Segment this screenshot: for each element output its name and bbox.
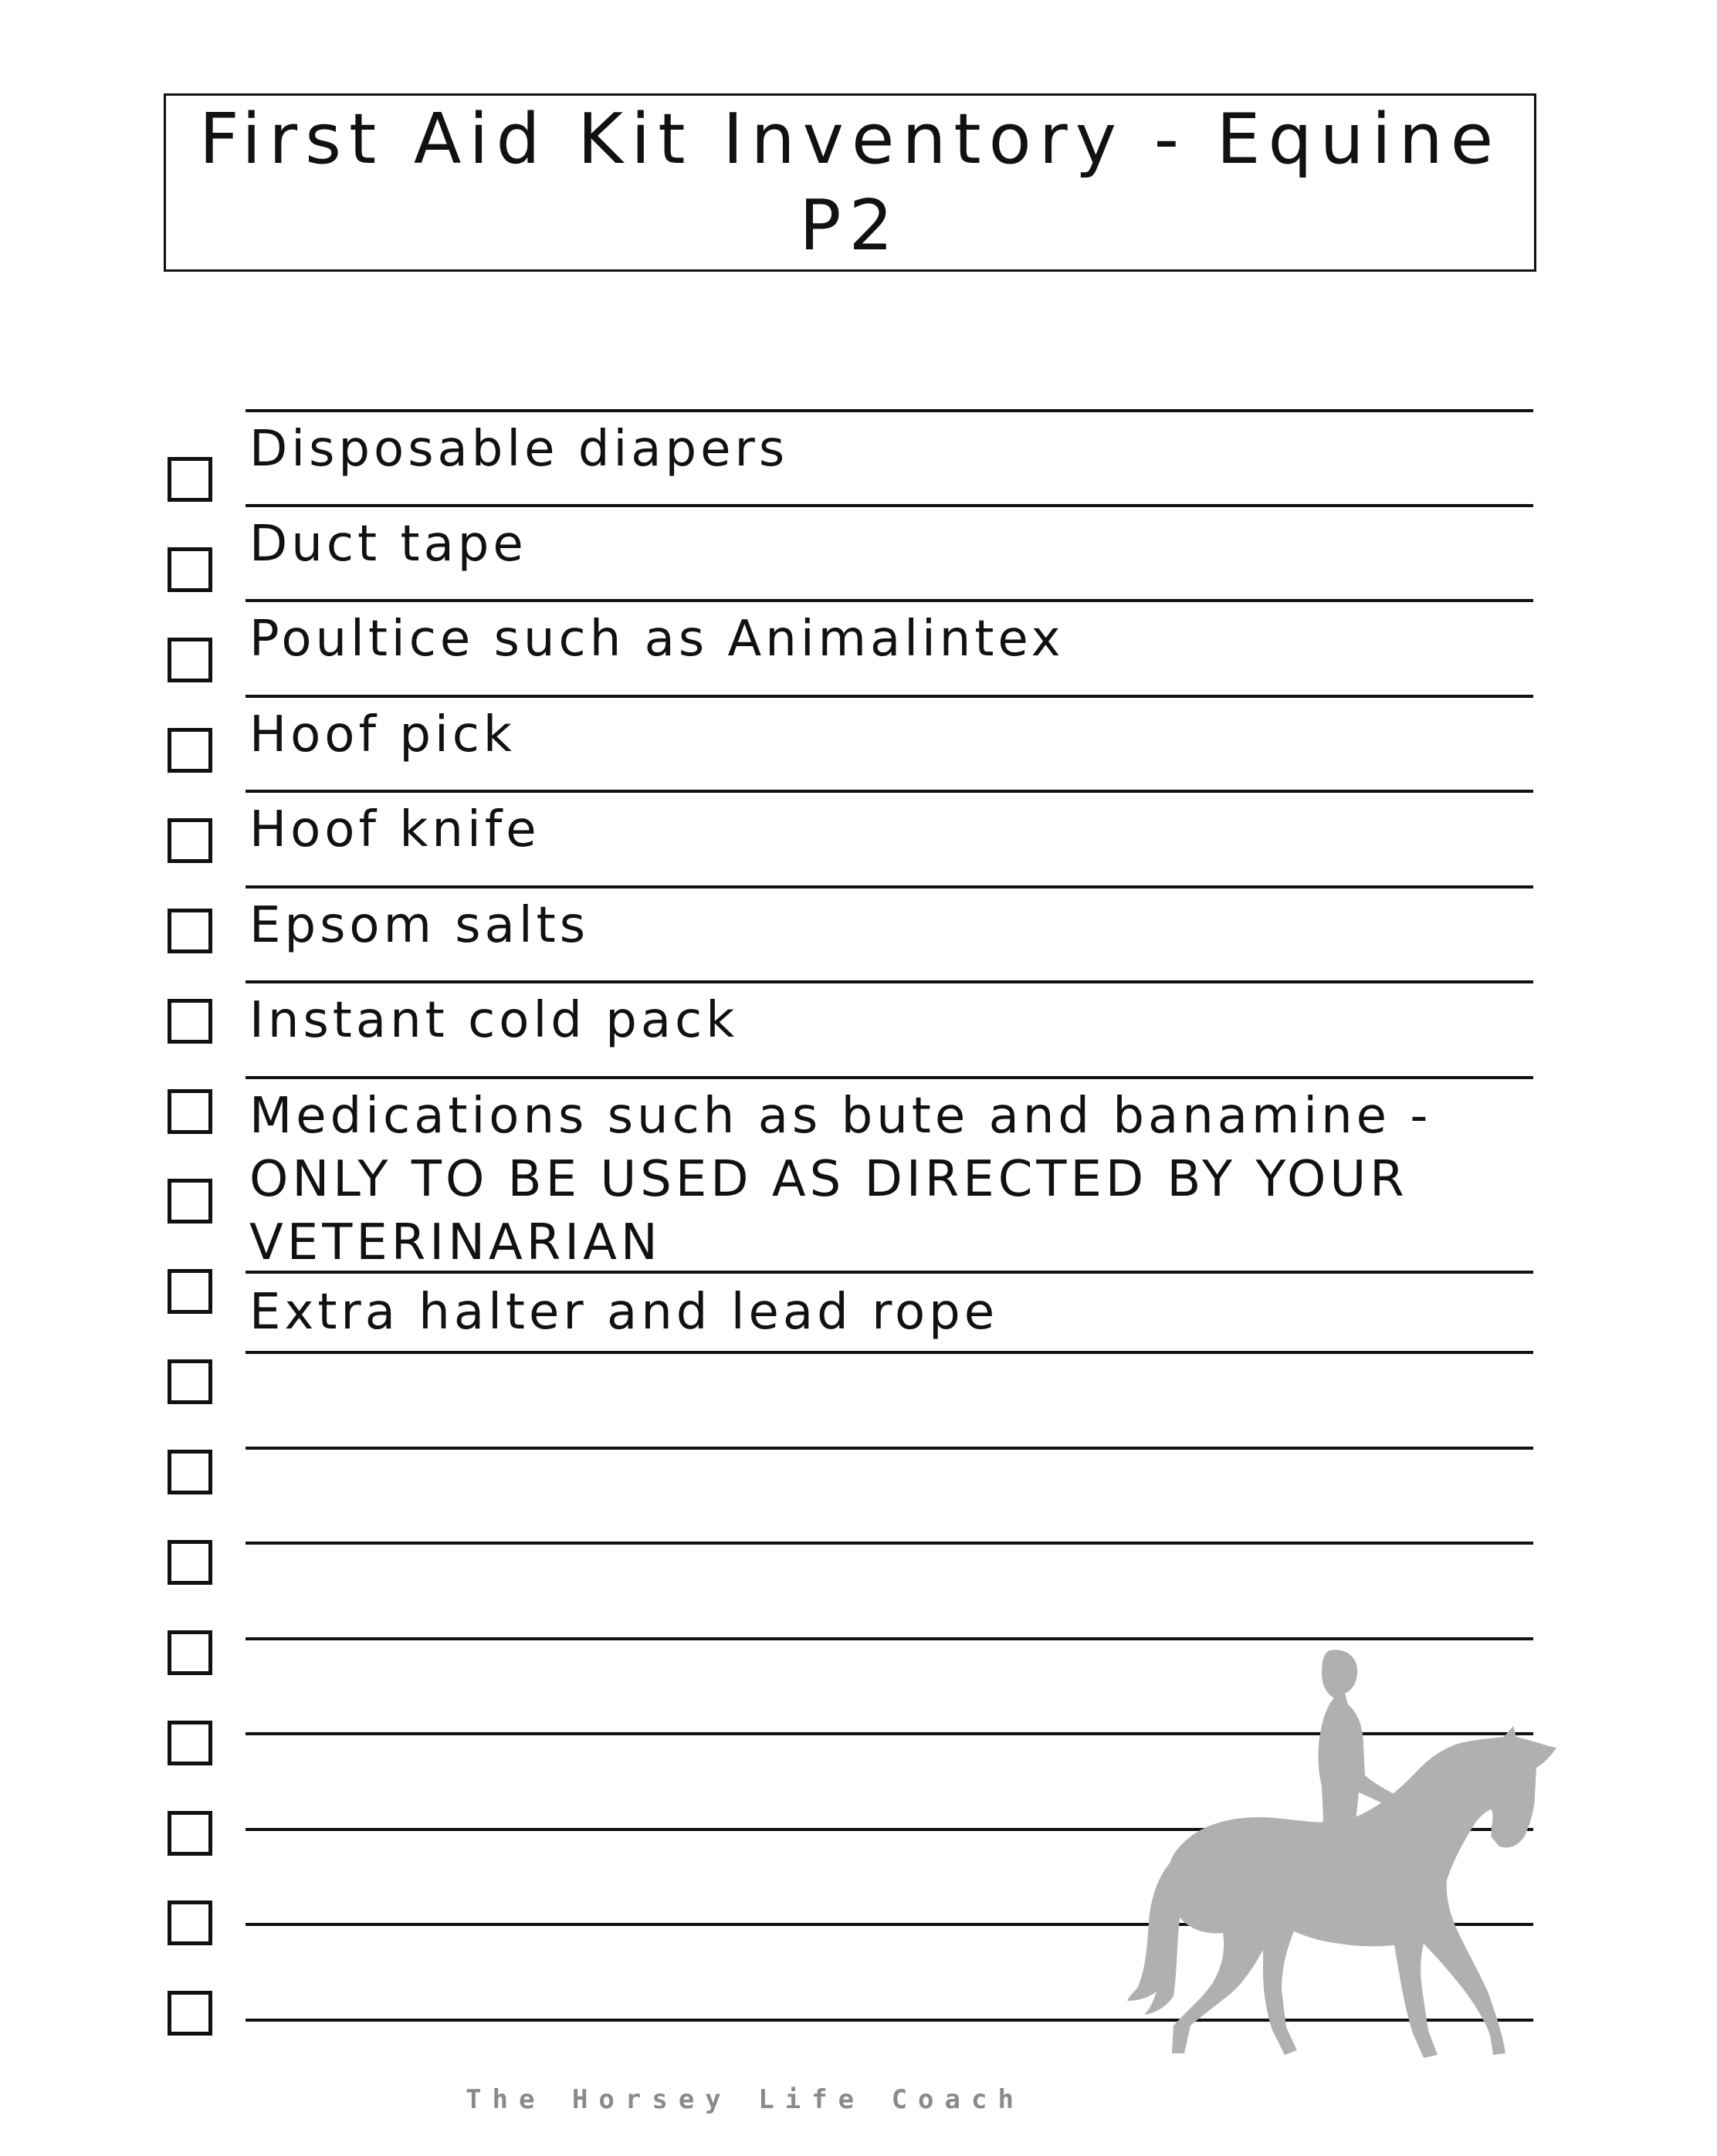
writing-line xyxy=(246,980,1533,983)
checkbox[interactable] xyxy=(168,457,212,502)
list-item xyxy=(249,798,540,861)
page-title: First Aid Kit Inventory - Equine xyxy=(198,98,1502,180)
list-item xyxy=(249,1085,1431,1274)
checkbox[interactable] xyxy=(168,1630,212,1675)
writing-line xyxy=(246,1076,1533,1079)
checkbox[interactable] xyxy=(168,818,212,863)
list-item xyxy=(249,989,738,1052)
list-item-text: Poultice such as Animalintex xyxy=(249,611,1065,668)
list-item-text: Hoof pick xyxy=(249,706,516,763)
writing-line xyxy=(246,1351,1533,1354)
checkbox[interactable] xyxy=(168,1811,212,1856)
checkbox[interactable] xyxy=(168,1269,212,1314)
title-box xyxy=(164,93,1536,272)
checkbox[interactable] xyxy=(168,638,212,682)
list-item-text: ONLY TO BE USED AS DIRECTED BY YOUR xyxy=(249,1151,1408,1208)
checkbox[interactable] xyxy=(168,1179,212,1224)
horse-rider-silhouette-icon xyxy=(1127,1644,1590,2084)
writing-line xyxy=(246,504,1533,507)
list-item-text: Duct tape xyxy=(249,516,527,573)
list-item xyxy=(249,418,788,481)
list-item xyxy=(249,608,1065,671)
checkbox[interactable] xyxy=(168,728,212,773)
writing-line xyxy=(246,1447,1533,1450)
list-item xyxy=(249,894,589,957)
list-item-text: Disposable diapers xyxy=(249,421,789,478)
list-item xyxy=(249,513,527,576)
list-item-text: Extra halter and lead rope xyxy=(249,1284,999,1341)
list-item-text: Epsom salts xyxy=(249,897,590,954)
list-item-text: Hoof knife xyxy=(249,801,540,858)
checkbox[interactable] xyxy=(168,547,212,592)
checkbox[interactable] xyxy=(168,1089,212,1134)
checkbox[interactable] xyxy=(168,1900,212,1945)
writing-line xyxy=(246,695,1533,698)
writing-line xyxy=(246,1637,1533,1640)
writing-line xyxy=(246,1542,1533,1545)
footer-brand: The Horsey Life Coach xyxy=(466,2084,1024,2115)
checkbox[interactable] xyxy=(168,1450,212,1494)
checkbox[interactable] xyxy=(168,1540,212,1585)
list-item-text: Instant cold pack xyxy=(249,992,739,1049)
writing-line xyxy=(246,885,1533,888)
list-item xyxy=(249,1281,998,1344)
checkbox[interactable] xyxy=(168,999,212,1044)
checkbox[interactable] xyxy=(168,1991,212,2036)
list-item xyxy=(249,703,516,767)
page-subtitle: P2 xyxy=(799,184,901,266)
list-item-text: VETERINARIAN xyxy=(249,1214,662,1271)
checkbox[interactable] xyxy=(168,1721,212,1765)
list-item-text: Medications such as bute and banamine - xyxy=(249,1088,1432,1145)
checkbox[interactable] xyxy=(168,1359,212,1404)
writing-line xyxy=(246,599,1533,602)
writing-line xyxy=(246,790,1533,793)
checkbox[interactable] xyxy=(168,909,212,953)
writing-line xyxy=(246,409,1533,412)
